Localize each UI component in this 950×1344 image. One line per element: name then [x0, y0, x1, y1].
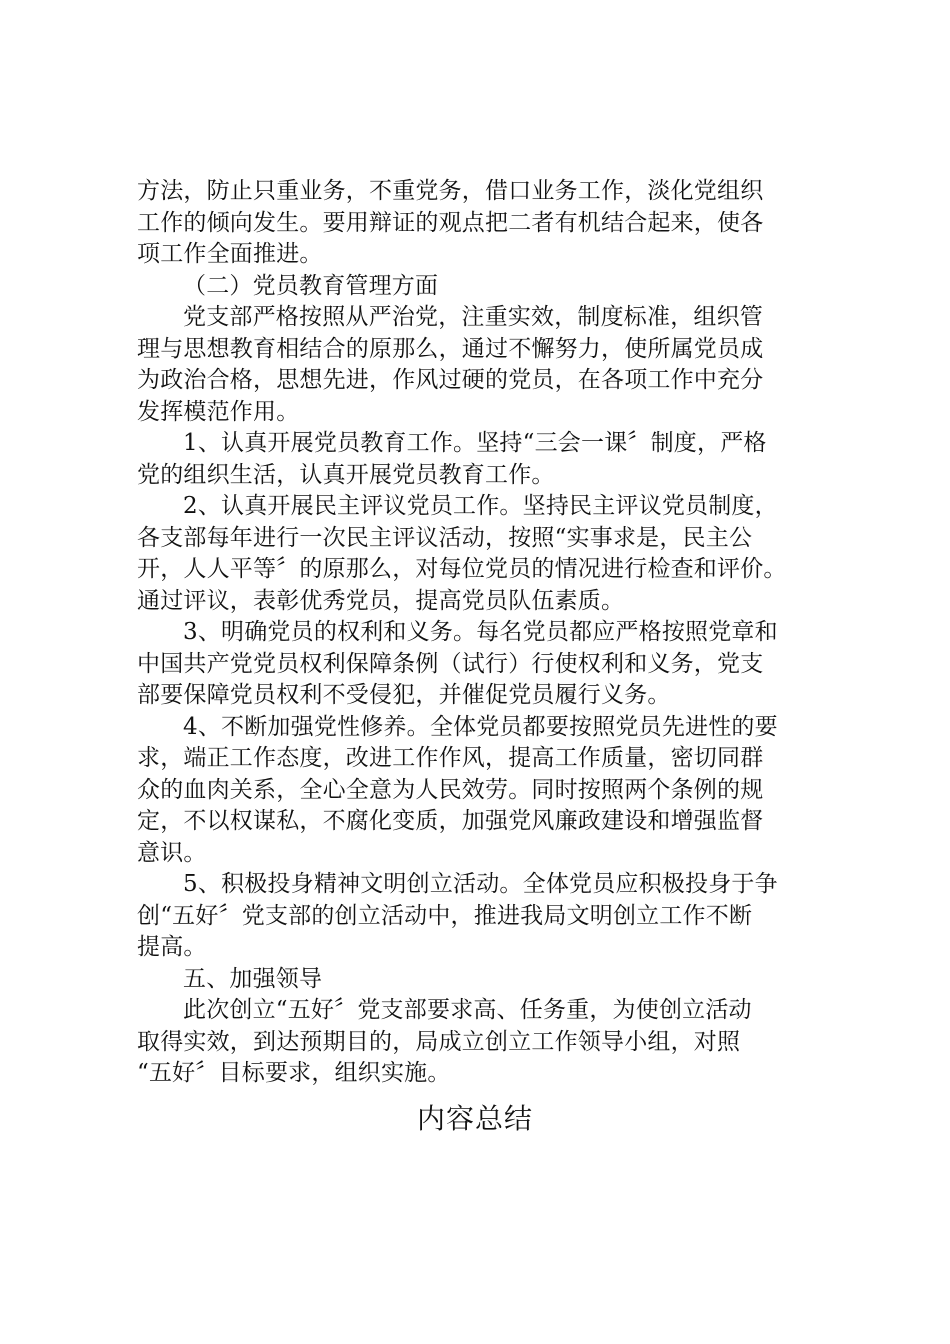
text-line: 1、认真开展党员教育工作。坚持“三会一课〞制度，严格	[183, 430, 767, 456]
text-line: 5、积极投身精神文明创立活动。全体党员应积极投身于争	[183, 871, 778, 897]
text-line: 项工作全面推进。	[137, 241, 323, 267]
text-line: 工作的倾向发生。要用辩证的观点把二者有机结合起来，使各	[137, 209, 764, 236]
document-body	[137, 176, 831, 1090]
text-line: 2、认真开展民主评议党员工作。坚持民主评议党员制度，	[183, 493, 778, 519]
text-line: 党支部严格按照从严治党，注重实效，制度标准，组织管	[183, 304, 763, 330]
text-line: 4、不断加强党性修养。全体党员都要按照党员先进性的要	[183, 713, 778, 740]
text-line: 众的血肉关系，全心全意为人民效劳。同时按照两个条例的规	[137, 776, 764, 803]
text-line: 创“五好〞党支部的创立活动中，推进我局文明创立工作不断	[137, 902, 753, 929]
text-line: 部要保障党员权利不受侵犯，并催促党员履行义务。	[137, 682, 671, 708]
text-line: 五、加强领导	[183, 965, 323, 992]
text-line: 取得实效，到达预期目的，局成立创立工作领导小组，对照	[137, 1028, 741, 1055]
text-line: 此次创立“五好〞党支部要求高、任务重，为使创立活动	[183, 997, 752, 1023]
text-line: 定，不以权谋私，不腐化变质，加强党风廉政建设和增强监督	[137, 808, 764, 834]
text-line: 理与思想教育相结合的原那么，通过不懈努力，使所属党员成	[137, 335, 764, 362]
text-line: （二）党员教育管理方面	[183, 272, 439, 299]
text-line: 各支部每年进行一次民主评议活动，按照“实事求是，民主公	[137, 524, 753, 551]
text-line: 意识。	[137, 839, 207, 866]
text-line: 发挥模范作用。	[137, 398, 300, 425]
summary-title: 内容总结	[416, 1102, 533, 1135]
text-line: 提高。	[137, 934, 207, 960]
text-line: 开，人人平等〞的原那么，对每位党员的情况进行检查和评价。	[137, 556, 787, 582]
text-line: 方法，防止只重业务，不重党务，借口业务工作，淡化党组织	[137, 178, 764, 204]
text-line: “五好〞目标要求，组织实施。	[137, 1060, 451, 1086]
text-line: 党的组织生活，认真开展党员教育工作。	[137, 461, 555, 488]
text-line: 中国共产党党员权利保障条例（试行）行使权利和义务，党支	[137, 650, 764, 677]
text-line: 通过评议，表彰优秀党员，提高党员队伍素质。	[137, 587, 625, 614]
text-line: 求，端正工作态度，改进工作作风，提高工作质量，密切同群	[137, 745, 764, 771]
text-line: 为政治合格，思想先进，作风过硬的党员，在各项工作中充分	[137, 367, 764, 393]
text-line: 3、明确党员的权利和义务。每名党员都应严格按照党章和	[183, 619, 778, 645]
